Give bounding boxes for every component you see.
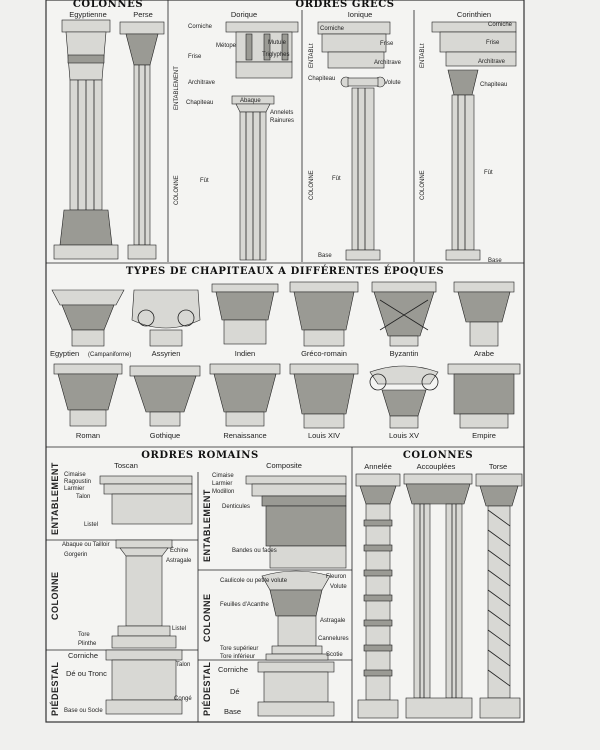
ionique-frise: Frise [380,41,394,47]
composite-caulicole: Caulicole ou petite volute [220,578,288,584]
composite-feuilles-acanthe: Feuilles d'Acanthe [220,602,269,608]
ionique-architrave: Architrave [374,60,402,66]
corinthien-frise: Frise [486,40,500,46]
toscan-colonne-label: COLONNE [50,571,60,620]
dorique-entablement-label: ENTABLEMENT [174,66,180,110]
toscan-entablement-label: ENTABLEMENT [50,462,60,535]
corinthien-fut: Fût [484,170,493,176]
dorique-corniche: Corniche [188,24,213,30]
toscan-gorgerin: Gorgerin [64,552,88,558]
persian-column-label: Perse [133,10,153,19]
composite-tore-superieur: Tore supérieur [220,646,259,652]
toscan-cimaise: Cimaise [64,472,86,478]
composite-bandes-ou-faces: Bandes ou faces [232,548,277,554]
corinthien-corniche: Corniche [488,22,513,28]
dorique-metope: Métope [216,43,237,49]
capital-indien-label: Indien [234,349,256,358]
ionique-corniche: Corniche [320,26,345,32]
toscan-piedestal-label: PIÉDESTAL [50,661,60,716]
dorique-rainures: Rainures [270,118,295,124]
composite-modillon: Modillon [212,489,235,495]
composite-title: Composite [266,461,302,470]
top-columns-heading: COLONNES [72,0,144,10]
capital-byzantin-label: Byzantin [389,349,419,358]
corinthien-architrave: Architrave [478,59,506,65]
annelee-label: Annelée [364,462,392,471]
toscan-talon: Talon [76,494,91,500]
greek-orders-heading: ORDRES GRECS [295,0,395,10]
ionique-volute: Volute [384,80,401,86]
toscan-echine: Échine [170,548,189,554]
toscan-astragale: Astragale [166,558,192,564]
capital-greco-romain-label: Gréco-romain [301,349,347,358]
dorique-chapiteau: Chapiteau [186,100,214,106]
capital-louis-xiv-label: Louis XIV [307,431,341,440]
composite-scotie: Scotie [326,652,343,658]
toscan-abaque: Abaque ou Tailloir [62,542,110,548]
dorique-annelets: Annelets [270,110,294,116]
ionique-colonne-label: COLONNE [309,170,315,200]
dorique-architrave: Architrave [188,80,216,86]
ionique-chapiteau: Chapiteau [308,76,336,82]
capital-roman-label: Roman [75,431,101,440]
toscan-title: Toscan [114,461,138,470]
toscan-base-ou-socle: Base ou Socle [64,708,103,714]
capital-egyptien-sublabel: (Campaniforme) [88,352,132,358]
dorique-fut: Fût [200,178,209,184]
dorique-abaque: Abaque [240,98,261,104]
composite-piedestal-label: PIÉDESTAL [202,661,212,716]
toscan-larmier: Larmier [64,486,85,492]
composite-volute: Volute [330,584,347,590]
corinthien-chapiteau: Chapiteau [480,82,508,88]
capital-renaissance-label: Renaissance [223,431,267,440]
composite-colonne-label: COLONNE [202,593,212,642]
composite-base: Base [224,707,242,716]
bottom-columns-heading: COLONNES [402,450,474,461]
dorique-mutule: Mutule [268,40,287,46]
capital-gothique-label: Gothique [149,431,181,440]
composite-denticules: Denticules [222,504,251,510]
dorique-frise: Frise [188,54,202,60]
ionique-base: Base [318,253,332,259]
dorique-colonne-label: COLONNE [174,175,180,205]
composite-de: Dé [230,687,240,696]
toscan-listel: Listel [84,522,99,528]
composite-corniche: Corniche [218,665,249,674]
corinthien-title: Corinthien [456,10,492,19]
toscan-corniche: Corniche [68,651,99,660]
ionique-entablement-label: ENTABLt [309,43,315,68]
capital-louis-xv-label: Louis XV [388,431,420,440]
ionique-fut: Fût [332,176,341,182]
roman-orders-heading: ORDRES ROMAINS [141,450,259,461]
dorique-triglyphes: Triglyphes [262,52,290,58]
toscan-plinthe: Plinthe [78,641,97,647]
toscan-talon-2: Talon [176,662,191,668]
accouplees-label: Accouplées [416,462,456,471]
ionique-title: Ionique [347,10,373,19]
egyptian-column-label: Egyptienne [69,10,107,19]
capital-arabe-label: Arabe [473,349,495,358]
toscan-listel-2: Listel [172,626,187,632]
corinthien-entablement-label: ENTABLt [420,43,426,68]
composite-fleuron: Fleuron [326,574,347,580]
composite-cannelures: Cannelures [318,636,349,642]
composite-astragale: Astragale [320,618,346,624]
torse-label: Torse [488,462,508,471]
toscan-ragoustin: Ragoustin [64,479,92,485]
corinthien-colonne-label: COLONNE [420,170,426,200]
composite-entablement-label: ENTABLEMENT [202,489,212,562]
capital-egyptien-label: Egyptien [50,349,80,358]
capital-assyrien-label: Assyrien [151,349,181,358]
toscan-tore: Tore [78,632,90,638]
composite-tore-inferieur: Tore inférieur [220,654,256,660]
toscan-de-ou-tronc: Dé ou Tronc [66,669,107,678]
composite-larmier: Larmier [212,481,233,487]
dorique-title: Dorique [230,10,258,19]
composite-cimaise: Cimaise [212,473,234,479]
capitals-heading: TYPES DE CHAPITEAUX A DIFFÉRENTES ÉPOQUES [125,266,445,277]
toscan-conge: Congé [174,696,192,702]
corinthien-base: Base [488,258,502,264]
capital-empire-label: Empire [472,431,496,440]
